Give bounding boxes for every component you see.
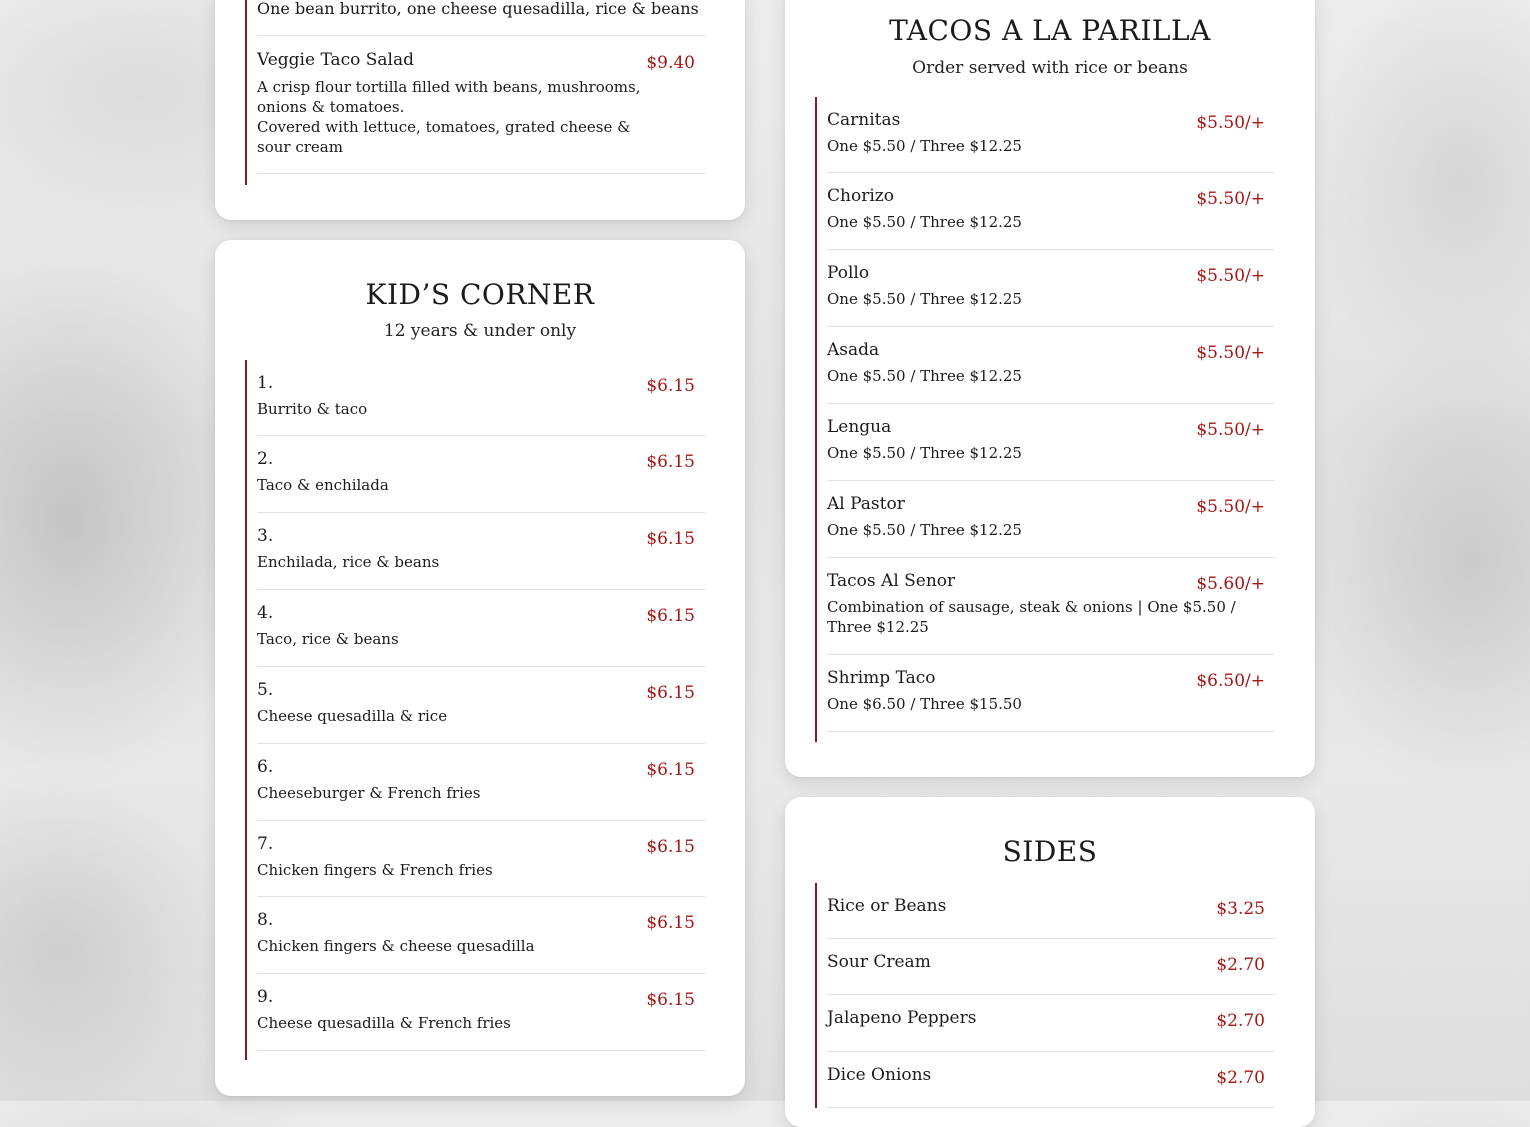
menu-item-name: 5. [257,680,274,700]
menu-item-name: Veggie Taco Salad [257,50,414,70]
menu-item-price: $5.60/+ [1196,574,1265,594]
menu-item-price: $6.15 [646,837,695,857]
menu-item-name: Tacos Al Senor [827,571,956,591]
menu-item-veggie-taco-salad [257,36,705,174]
menu-item [257,0,705,36]
section-subtitle: Order served with rice or beans [912,58,1188,78]
tacos-item-list [815,97,1275,742]
menu-item-description: One $5.50 / Three $12.25 [827,444,1022,462]
combo-card [215,0,745,220]
combo-item-list [245,0,705,185]
menu-item-name: Chorizo [827,186,894,206]
section-title: SIDES [1002,835,1098,868]
menu-item-name: Asada [827,340,880,360]
menu-item-description: Burrito & taco [257,400,368,418]
menu-item-price: $5.50/+ [1196,266,1265,286]
menu-item-name: Carnitas [827,110,901,130]
kids-corner-card [215,240,745,1096]
menu-item-description: One $5.50 / Three $12.25 [827,290,1022,308]
menu-item-price: $6.15 [646,529,695,549]
menu-item-lengua [827,404,1275,481]
section-title: TACOS A LA PARILLA [889,14,1211,47]
menu-item-price: $6.15 [646,376,695,396]
sides-card [785,797,1315,1127]
menu-item-name: Lengua [827,417,892,437]
menu-item-price: $6.15 [646,760,695,780]
menu-item [257,590,705,667]
menu-item-description: Cheese quesadilla & French fries [257,1014,511,1032]
menu-item-description: Chicken fingers & cheese quesadilla [257,937,535,955]
menu-item-name: 3. [257,526,274,546]
menu-item-price: $6.15 [646,452,695,472]
menu-item-name: 7. [257,834,274,854]
menu-item-name: Shrimp Taco [827,668,936,688]
list-end-spacer [817,732,1275,742]
menu-item-description: A crisp flour tortilla filled with beans, mushrooms, onions & tomatoes. [257,78,641,116]
menu-item [257,436,705,513]
menu-item-price: $2.70 [1216,1011,1265,1031]
menu-item-description: One $5.50 / Three $12.25 [827,521,1022,539]
list-end-spacer [247,1051,705,1060]
menu-item-name: 6. [257,757,274,777]
menu-item [257,744,705,821]
menu-item-rice-or-beans [827,883,1275,939]
menu-item-price: $2.70 [1216,955,1265,975]
menu-item-al-pastor [827,481,1275,558]
menu-item-price: $5.50/+ [1196,497,1265,517]
menu-item-price: $6.15 [646,683,695,703]
menu-item-description: Cheeseburger & French fries [257,784,481,802]
menu-item-dice-onions [827,1052,1275,1108]
menu-item-description: Enchilada, rice & beans [257,553,440,571]
menu-item [257,974,705,1051]
menu-item-price: $6.15 [646,913,695,933]
menu-item-price: $5.50/+ [1196,189,1265,209]
section-subtitle: 12 years & under only [383,321,577,341]
menu-item [257,513,705,590]
menu-item-price: $5.50/+ [1196,343,1265,363]
menu-item-name: 9. [257,987,274,1007]
menu-item-description: One $5.50 / Three $12.25 [827,367,1022,385]
menu-item [257,667,705,744]
menu-item-pollo [827,250,1275,327]
menu-item-name: 1. [257,373,274,393]
menu-item [257,821,705,897]
menu-item-description: One $6.50 / Three $15.50 [827,695,1022,713]
sides-item-list [815,883,1275,1108]
menu-item-name: Al Pastor [827,494,905,514]
menu-item-description: Taco & enchilada [257,476,389,494]
menu-item-description: One $5.50 / Three $12.25 [827,137,1022,155]
menu-item-price: $6.50/+ [1196,671,1265,691]
menu-item [257,897,705,974]
menu-item-name: Jalapeno Peppers [827,1008,977,1028]
menu-item-price: $9.40 [646,53,695,73]
menu-item-description-extra: Covered with lettuce, tomatoes, grated cheese & sour cream [257,118,631,156]
menu-item-tacos-al-senor [827,558,1275,655]
menu-item-price: $6.15 [646,990,695,1010]
menu-item-price: $5.50/+ [1196,113,1265,133]
menu-item-description: One bean burrito, one cheese quesadilla, rice & beans [257,0,699,18]
menu-item-carnitas [827,97,1275,173]
menu-item-name: Sour Cream [827,952,931,972]
menu-item-description: Chicken fingers & French fries [257,861,493,879]
menu-item-name: 2. [257,449,274,469]
menu-item-jalapeno-peppers [827,995,1275,1052]
menu-item-description: One $5.50 / Three $12.25 [827,213,1022,231]
section-title: KID’S CORNER [365,278,595,311]
menu-item-price: $2.70 [1216,1068,1265,1088]
menu-item-name: Dice Onions [827,1065,932,1085]
kids-item-list [245,360,705,1060]
menu-item [257,360,705,436]
menu-item-chorizo [827,173,1275,250]
menu-item-asada [827,327,1275,404]
menu-item-price: $6.15 [646,606,695,626]
menu-item-price: $3.25 [1216,899,1265,919]
menu-item-shrimp-taco [827,655,1275,732]
tacos-card [785,0,1315,777]
menu-item-sour-cream [827,939,1275,995]
menu-item-name: Pollo [827,263,870,283]
menu-item-description: Cheese quesadilla & rice [257,707,448,725]
menu-item-description: Combination of sausage, steak & onions | One $5.50 / Three $12.25 [827,598,1236,636]
menu-item-name: Rice or Beans [827,896,947,916]
menu-item-name: 8. [257,910,274,930]
menu-item-price: $5.50/+ [1196,420,1265,440]
menu-item-name: 4. [257,603,274,623]
menu-item-description: Taco, rice & beans [257,630,399,648]
